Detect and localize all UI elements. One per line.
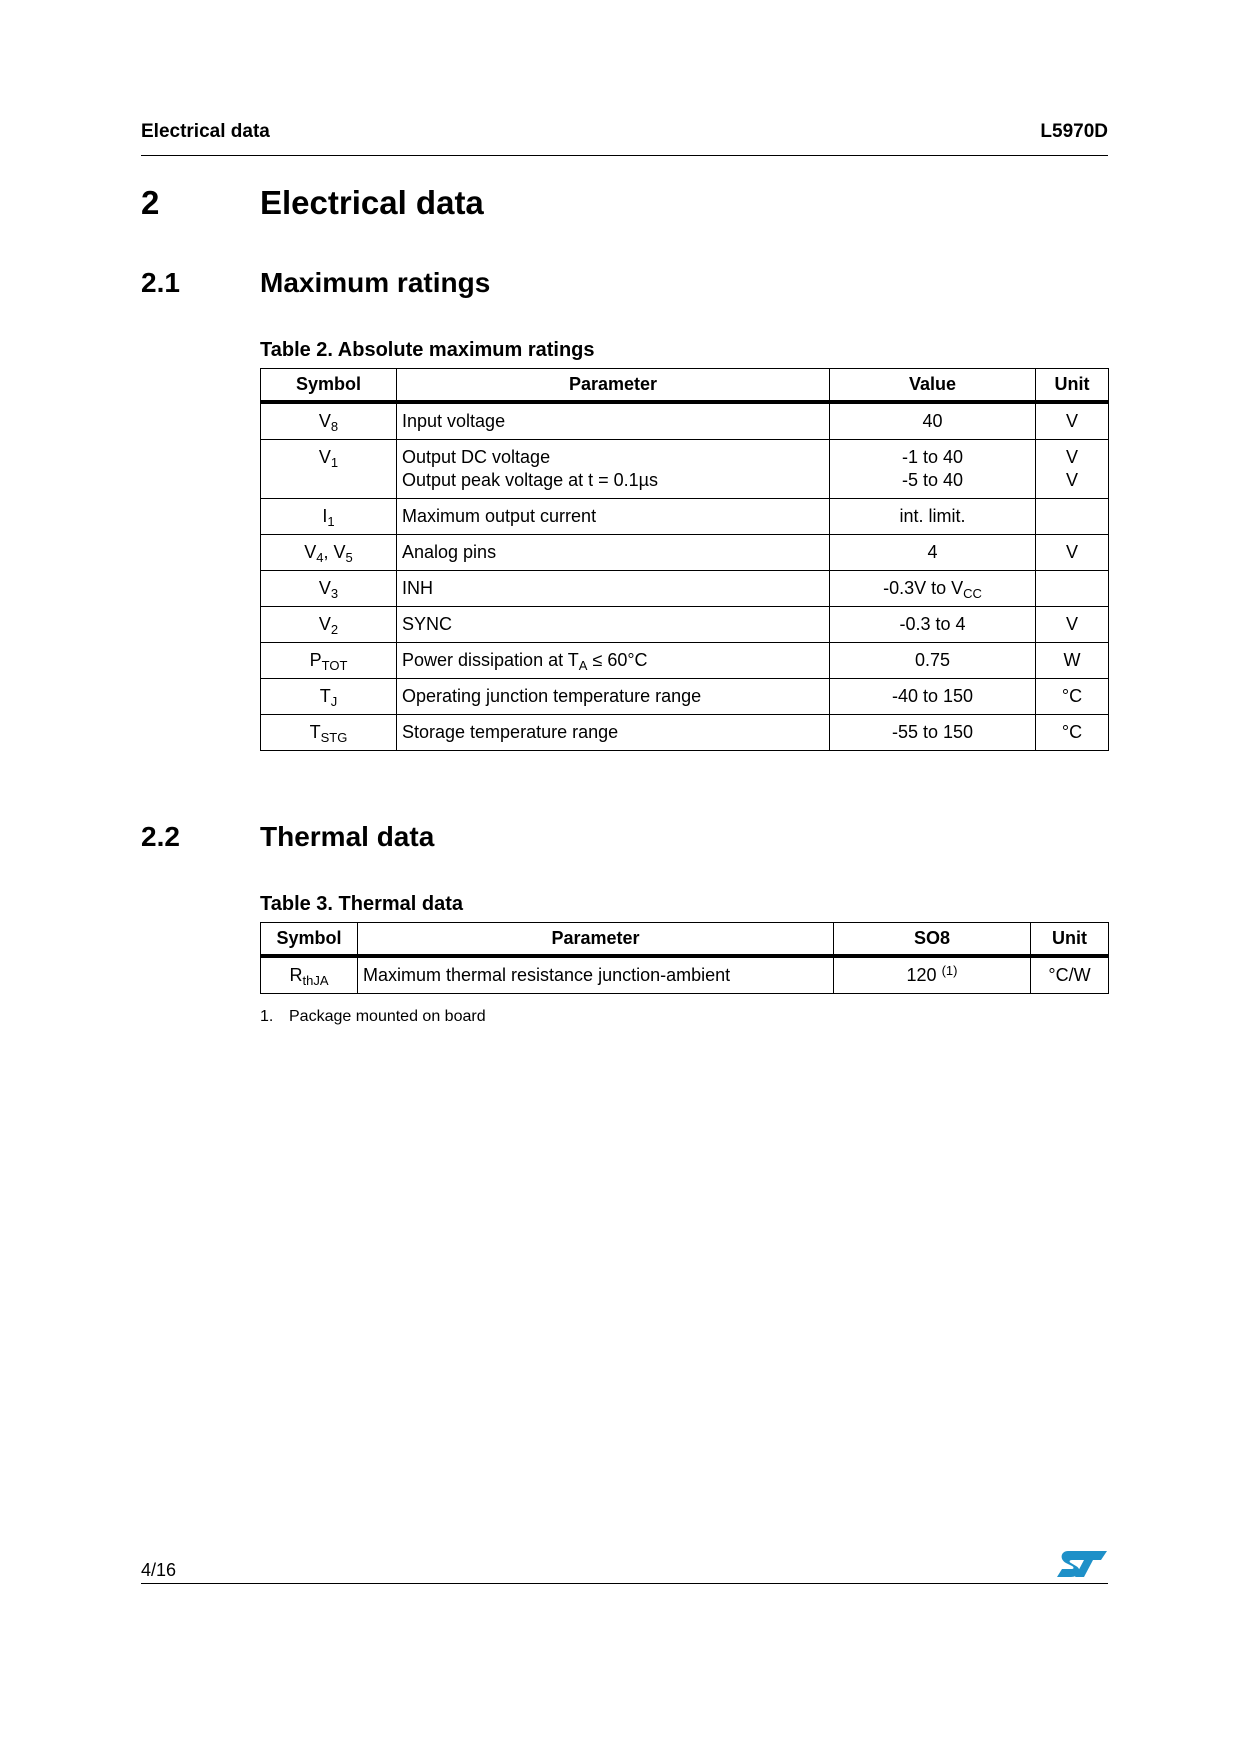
thermal-data-table	[260, 922, 1109, 994]
parameter-cell: INH	[397, 570, 830, 606]
parameter-cell: Storage temperature range	[397, 714, 830, 750]
table-row	[261, 439, 1109, 498]
value-cell: -0.3V to $V_{CC}$	[830, 570, 1036, 606]
table-row	[261, 956, 1109, 994]
subsection-title-max-ratings: Maximum ratings	[260, 267, 491, 298]
unit-cell: V	[1036, 606, 1109, 642]
symbol-cell: $V_4$, $V_5$	[261, 534, 397, 570]
page-number: 4/16	[141, 1560, 177, 1580]
value-cell: 4	[830, 534, 1036, 570]
footnote-number: 1.	[260, 1008, 274, 1025]
value-cell: int. limit.	[830, 498, 1036, 534]
value-cell: -55 to 150	[830, 714, 1036, 750]
header-symbol: Symbol	[261, 369, 397, 402]
header-part-number: L5970D	[1040, 121, 1108, 142]
section-number: 2	[141, 184, 160, 221]
symbol-cell: $I_1$	[261, 498, 397, 534]
unit-cell: V	[1036, 402, 1109, 440]
table-row	[261, 498, 1109, 534]
symbol-cell: $T_{STG}$	[261, 714, 397, 750]
footer-rule	[141, 1583, 1108, 1584]
symbol-cell: $V_8$	[261, 402, 397, 440]
footnote-text: Package mounted on board	[289, 1008, 486, 1025]
symbol-cell: $V_3$	[261, 570, 397, 606]
footnote-ref: (1)	[941, 962, 958, 978]
value-cell: 0.75	[830, 642, 1036, 678]
symbol-cell: $R_{thJA}$	[261, 956, 358, 994]
symbol-cell: $P_{TOT}$	[261, 642, 397, 678]
unit-cell: V	[1036, 534, 1109, 570]
table-header-row	[261, 923, 1109, 956]
table-header-row	[261, 369, 1109, 402]
symbol-cell: $V_1$	[261, 439, 397, 498]
unit-cell	[1036, 570, 1109, 606]
parameter-cell: Output DC voltage Output peak voltage at t = 0.1µs	[397, 439, 830, 498]
table-row	[261, 606, 1109, 642]
unit-cell: W	[1036, 642, 1109, 678]
parameter-cell: Analog pins	[397, 534, 830, 570]
table2-caption: Table 2. Absolute maximum ratings	[260, 339, 595, 361]
section-title: Electrical data	[260, 184, 484, 221]
header-unit: Unit	[1031, 923, 1109, 956]
table3-caption: Table 3. Thermal data	[260, 893, 464, 915]
subsection-number-max-ratings: 2.1	[141, 267, 180, 298]
symbol-cell: $V_2$	[261, 606, 397, 642]
subsection-title-thermal: Thermal data	[260, 821, 435, 852]
table-row	[261, 678, 1109, 714]
header-unit: Unit	[1036, 369, 1109, 402]
parameter-cell: Maximum output current	[397, 498, 830, 534]
subsection-number-thermal: 2.2	[141, 821, 180, 852]
unit-cell: °C/W	[1031, 956, 1109, 994]
value-cell: -1 to 40 -5 to 40	[830, 439, 1036, 498]
table-row	[261, 570, 1109, 606]
unit-cell: °C	[1036, 714, 1109, 750]
parameter-cell: SYNC	[397, 606, 830, 642]
header-parameter: Parameter	[358, 923, 834, 956]
parameter-cell: Input voltage	[397, 402, 830, 440]
header-symbol: Symbol	[261, 923, 358, 956]
table-row	[261, 714, 1109, 750]
value-cell: -40 to 150	[830, 678, 1036, 714]
unit-cell	[1036, 498, 1109, 534]
table-row	[261, 534, 1109, 570]
absolute-max-ratings-table	[260, 368, 1109, 751]
value-cell: 120 $^{(1)}$	[834, 956, 1031, 994]
symbol-cell: $T_J$	[261, 678, 397, 714]
table-row	[261, 642, 1109, 678]
st-logo-icon	[1056, 1549, 1108, 1579]
table-row	[261, 402, 1109, 440]
parameter-cell: Operating junction temperature range	[397, 678, 830, 714]
unit-cell: °C	[1036, 678, 1109, 714]
parameter-cell: Maximum thermal resistance junction-ambient	[358, 956, 834, 994]
header-parameter: Parameter	[397, 369, 830, 402]
header-section-title: Electrical data	[141, 121, 270, 142]
header-rule	[141, 155, 1108, 156]
value-cell: -0.3 to 4	[830, 606, 1036, 642]
header-so8: SO8	[834, 923, 1031, 956]
parameter-cell: Power dissipation at $T_A \le 60^\circ C$	[397, 642, 830, 678]
unit-cell: V V	[1036, 439, 1109, 498]
value-cell: 40	[830, 402, 1036, 440]
footnote	[260, 1008, 486, 1026]
header-value: Value	[830, 369, 1036, 402]
